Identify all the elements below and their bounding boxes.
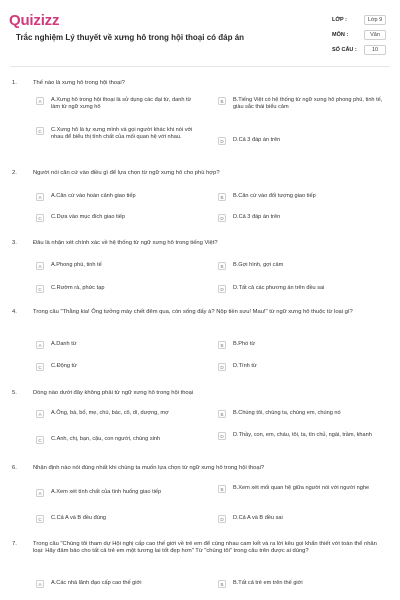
question-text: Đâu là nhận xét chính xác về hệ thống từ ngữ xưng hô trong tiếng Việt? [33, 240, 218, 246]
option-text: B.Phó từ [233, 341, 256, 347]
option-letter-box: C [36, 127, 44, 135]
option-text: A.Danh từ [51, 341, 77, 347]
header-divider [10, 66, 390, 67]
option-letter-box: D [218, 214, 226, 222]
option-text: C.Xưng hô là tự xưng mình và gọi người khác khi nói với nhau để biểu thị tính chất của mối quan hệ với nhau. [51, 127, 193, 140]
question-number: 3. [12, 240, 17, 246]
option-letter-box: B [218, 410, 226, 418]
option-letter-box: A [36, 262, 44, 270]
option-text: A.Xem xét tính chất của tình huống giao tiếp [51, 489, 162, 495]
option-text: B.Tiếng Việt có hệ thống từ ngữ xưng hô phong phú, tinh tế, giàu sắc thái biểu cảm [233, 97, 383, 110]
meta-mon-value: Văn [364, 30, 386, 40]
option-text: A.Xưng hô trong hội thoại là sử dụng các đại từ, danh từ làm từ ngữ xưng hô [51, 97, 192, 110]
option-letter-box: C [36, 214, 44, 222]
question-text: Thế nào là xưng hô trong hội thoại? [33, 80, 125, 86]
option-letter-box: C [36, 515, 44, 523]
option-text: D.Thầy, con, em, cháu, tôi, ta, tín chủ, ngài, trầm, khanh [233, 432, 372, 438]
option-text: A.Căn cứ vào hoàn cảnh giao tiếp [51, 193, 136, 199]
option-letter-box: D [218, 137, 226, 145]
question-number: 6. [12, 465, 17, 471]
question-number: 1. [12, 80, 17, 86]
meta-mon-label: MÔN : [332, 32, 349, 38]
option-text: D.Cả 3 đáp án trên [233, 214, 281, 220]
option-text: B.Gợi hình, gợi cảm [233, 262, 284, 268]
option-text: D.Tính từ [233, 363, 257, 369]
option-letter-box: D [218, 432, 226, 440]
question-number: 2. [12, 170, 17, 176]
option-letter-box: D [218, 515, 226, 523]
option-text: B.Chúng tôi, chúng ta, chúng em, chúng nó [233, 410, 341, 416]
option-text: B.Căn cứ vào đối tượng giao tiếp [233, 193, 316, 199]
option-text: C.Cả A và B đều đúng [51, 515, 107, 521]
option-letter-box: A [36, 580, 44, 588]
option-letter-box: C [36, 363, 44, 371]
option-letter-box: B [218, 485, 226, 493]
option-letter-box: A [36, 341, 44, 349]
quiz-header [0, 0, 400, 66]
question-text: Trong câu "Chúng tôi tham dự Hội nghị cấp cao thế giới về trẻ em để cùng nhau cam kết và ra lời kêu gọi khẩn thiết với toàn thể nhân loại: Hãy đảm bảo cho tất cả trẻ em một tương lai tốt đẹp hơn" Từ "chúng tôi" trong câu trên được ai dùng? [33, 541, 377, 555]
option-letter-box: A [36, 97, 44, 105]
quiz-title: Trắc nghiệm Lý thuyết về xưng hô trong hội thoại có đáp án [16, 33, 245, 42]
option-letter-box: A [36, 489, 44, 497]
option-text: C.Rườm rà, phức tạp [51, 285, 105, 291]
option-letter-box: D [218, 363, 226, 371]
option-text: B.Tất cả trẻ em trên thế giới [233, 580, 303, 586]
meta-lop-label: LỚP : [332, 17, 347, 23]
option-letter-box: B [218, 262, 226, 270]
option-text: C.Động từ [51, 363, 77, 369]
option-text: A.Ông, bà, bố, mẹ, chú, bác, cô, dì, dượng, mợ [51, 410, 169, 416]
option-letter-box: C [36, 285, 44, 293]
option-text: D.Cả A và B đều sai [233, 515, 283, 521]
option-text: B.Xem xét mối quan hệ giữa người nói với người nghe [233, 485, 370, 491]
option-letter-box: A [36, 410, 44, 418]
option-letter-box: B [218, 97, 226, 105]
question-number: 7. [12, 541, 17, 547]
option-text: A.Các nhà lãnh đạo cấp cao thế giới [51, 580, 142, 586]
option-letter-box: B [218, 580, 226, 588]
question-number: 4. [12, 309, 17, 315]
option-text: C.Anh, chị, bạn, cậu, con người, chúng sinh [51, 436, 161, 442]
question-text: Nhận định nào nói đúng nhất khi chúng ta muốn lựa chọn từ ngữ xưng hô trong hội thoại? [33, 465, 265, 471]
question-number: 5. [12, 390, 17, 396]
option-text: A.Phong phú, tinh tế [51, 262, 102, 268]
question-text: Người nói căn cứ vào điều gì để lựa chọn từ ngữ xưng hô cho phù hợp? [33, 170, 220, 176]
quizizz-logo: Quizizz [9, 12, 60, 29]
option-letter-box: D [218, 285, 226, 293]
option-letter-box: C [36, 436, 44, 444]
option-letter-box: B [218, 341, 226, 349]
question-text: Dòng nào dưới đây không phải từ ngữ xưng hô trong hội thoại [33, 390, 194, 396]
option-letter-box: A [36, 193, 44, 201]
option-text: D.Tất cả các phương án trên đều sai [233, 285, 325, 291]
meta-socau-value: 10 [364, 45, 386, 55]
option-text: C.Dựa vào mục đích giao tiếp [51, 214, 126, 220]
option-text: D.Cả 3 đáp án trên [233, 137, 281, 143]
meta-lop-value: Lớp 9 [364, 15, 386, 25]
meta-socau-label: SỐ CÂU : [332, 47, 357, 53]
option-letter-box: B [218, 193, 226, 201]
question-text: Trong câu "Thằng kia! Ông tưởng mày chết đêm qua, còn sống đấy à? Nộp tiền sưu! Mau!" từ ngữ xưng hô thuộc từ loại gì? [33, 309, 353, 315]
